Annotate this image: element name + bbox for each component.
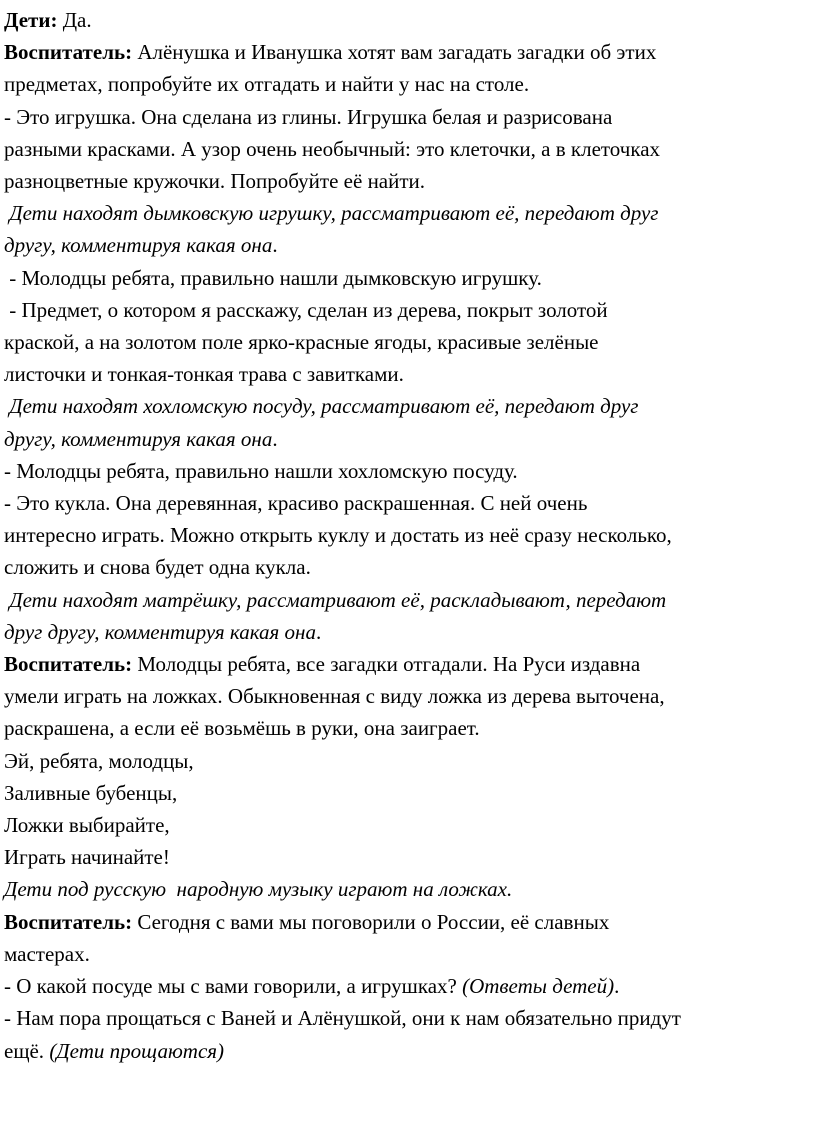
text-line bbox=[4, 487, 802, 519]
text-segment: разноцветные кружочки. Попробуйте её найти. bbox=[4, 169, 426, 194]
text-segment: - Это кукла. Она деревянная, красиво раскрашенная. С ней очень bbox=[4, 491, 588, 516]
punctuation: . bbox=[272, 426, 278, 451]
text-segment: Молодцы ребята, все загадки отгадали. На Руси издавна bbox=[132, 652, 641, 677]
italic-remark: (Ответы детей) bbox=[462, 974, 615, 999]
text-segment: - Молодцы ребята, правильно нашли хохломскую посуду. bbox=[4, 458, 518, 483]
text-segment: предметах, попробуйте их отгадать и найти у нас на столе. bbox=[4, 72, 530, 97]
text-line bbox=[4, 165, 802, 197]
text-segment: Да. bbox=[57, 8, 92, 32]
text-segment: - Молодцы ребята, правильно нашли дымковскую игрушку. bbox=[4, 265, 542, 290]
speaker-label: Воспитатель: bbox=[4, 909, 133, 934]
text-segment: раскрашена, а если её возьмёшь в руки, она заиграет. bbox=[4, 716, 480, 741]
text-line bbox=[4, 777, 802, 809]
text-line bbox=[4, 390, 802, 422]
text-segment: - Это игрушка. Она сделана из глины. Игрушка белая и разрисована bbox=[4, 104, 613, 129]
text-line bbox=[4, 1002, 802, 1034]
text-segment: Алёнушка и Иванушка хотят вам загадать загадки об этих bbox=[132, 40, 657, 65]
text-segment: разными красками. А узор очень необычный: это клеточки, а в клеточках bbox=[4, 136, 661, 161]
italic-remark: Дети находят хохломскую посуду, рассматривают её, передают друг bbox=[4, 394, 639, 419]
text-segment: мастерах. bbox=[4, 941, 90, 966]
text-line bbox=[4, 841, 802, 873]
text-segment: ещё. bbox=[4, 1038, 50, 1063]
text-segment: - Предмет, о котором я расскажу, сделан из дерева, покрыт золотой bbox=[4, 297, 608, 322]
speaker-label: Воспитатель: bbox=[4, 652, 133, 677]
text-segment: Играть начинайте! bbox=[4, 845, 170, 870]
text-segment: - О какой посуде мы с вами говорили, а игрушках? bbox=[4, 974, 463, 999]
text-line bbox=[4, 873, 802, 905]
text-line bbox=[4, 519, 802, 551]
text-line bbox=[4, 809, 802, 841]
italic-remark: другу, комментируя какая она bbox=[4, 426, 273, 451]
text-line bbox=[4, 551, 802, 583]
text-line bbox=[4, 680, 802, 712]
italic-remark: Дети находят дымковскую игрушку, рассматривают её, передают друг bbox=[4, 201, 659, 226]
italic-remark: Дети под русскую народную музыку играют на ложках. bbox=[4, 877, 513, 902]
text-segment: Сегодня с вами мы поговорили о России, её славных bbox=[132, 909, 610, 934]
italic-remark: Дети находят матрёшку, рассматривают её, раскладывают, передают bbox=[4, 587, 667, 612]
text-line bbox=[4, 358, 802, 390]
text-line bbox=[4, 101, 802, 133]
text-line bbox=[4, 455, 802, 487]
text-line bbox=[4, 970, 802, 1002]
text-segment: интересно играть. Можно открыть куклу и достать из неё сразу несколько, bbox=[4, 523, 672, 548]
text-line bbox=[4, 906, 802, 938]
text-segment: Эй, ребята, молодцы, bbox=[4, 748, 194, 773]
text-segment: листочки и тонкая-тонкая трава с завитками. bbox=[4, 362, 404, 387]
text-line bbox=[4, 423, 802, 455]
text-line bbox=[4, 938, 802, 970]
speaker-label: Воспитатель: bbox=[4, 40, 133, 65]
text-line bbox=[4, 4, 802, 36]
text-line bbox=[4, 1035, 802, 1067]
text-line bbox=[4, 648, 802, 680]
text-segment: умели играть на ложках. Обыкновенная с виду ложка из дерева выточена, bbox=[4, 684, 665, 709]
text-segment: сложить и снова будет одна кукла. bbox=[4, 555, 311, 580]
text-line bbox=[4, 197, 802, 229]
text-line bbox=[4, 229, 802, 261]
italic-remark: (Дети прощаются) bbox=[49, 1038, 225, 1063]
text-segment: Заливные бубенцы, bbox=[4, 780, 178, 805]
italic-remark: другу, комментируя какая она bbox=[4, 233, 273, 258]
text-line bbox=[4, 712, 802, 744]
text-segment: - Нам пора прощаться с Ваней и Алёнушкой, они к нам обязательно придут bbox=[4, 1006, 681, 1031]
text-line bbox=[4, 745, 802, 777]
text-line bbox=[4, 326, 802, 358]
punctuation: . bbox=[272, 233, 278, 258]
text-segment: краской, а на золотом поле ярко-красные ягоды, красивые зелёные bbox=[4, 330, 599, 355]
italic-remark: друг другу, комментируя какая она bbox=[4, 619, 316, 644]
text-line bbox=[4, 36, 802, 68]
punctuation: . bbox=[315, 619, 322, 644]
speaker-label: Дети: bbox=[4, 8, 58, 32]
text-line bbox=[4, 262, 802, 294]
text-line bbox=[4, 133, 802, 165]
text-line bbox=[4, 294, 802, 326]
text-segment: Ложки выбирайте, bbox=[4, 813, 170, 838]
text-line bbox=[4, 616, 802, 648]
punctuation: . bbox=[614, 974, 620, 999]
text-line bbox=[4, 584, 802, 616]
text-line bbox=[4, 68, 802, 100]
